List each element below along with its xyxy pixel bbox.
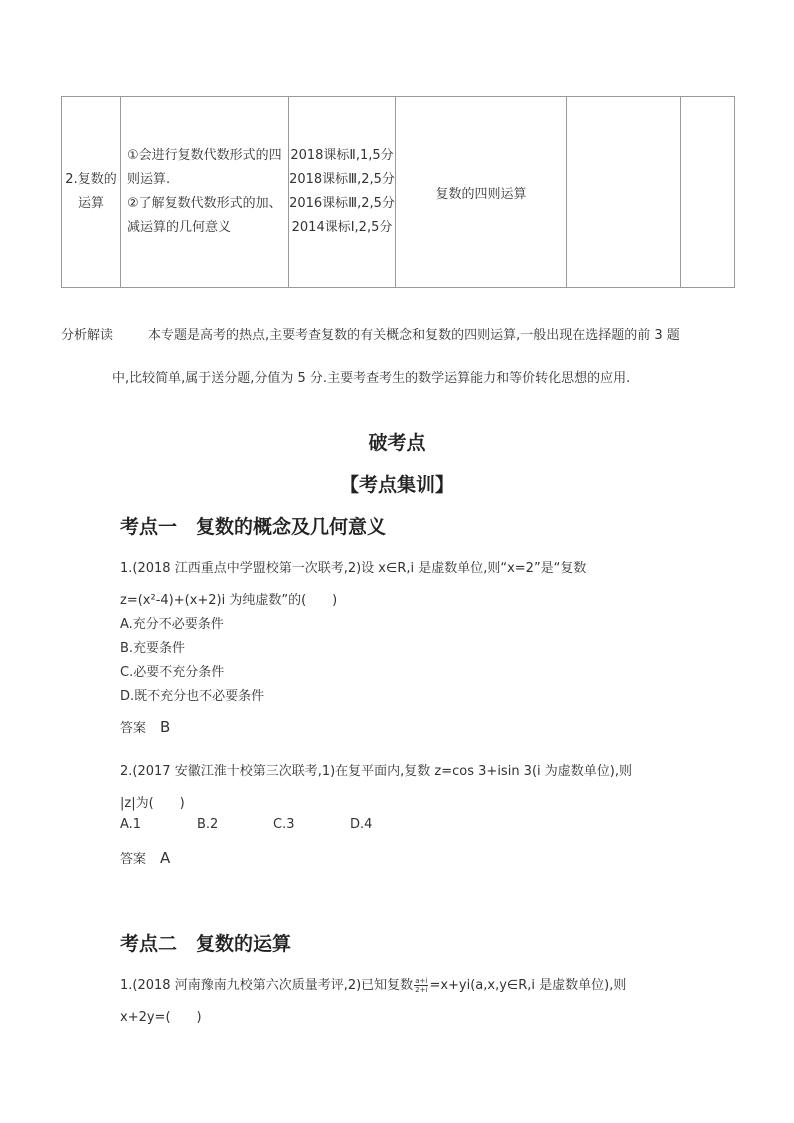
empty-cell (681, 97, 735, 288)
answer-label: 答案 (120, 721, 147, 736)
topic-cell (62, 97, 121, 288)
section-subtitle: 【考点集训】 (339, 474, 454, 496)
requirement-2: ②了解复数代数形式的加、减运算的几何意义 (127, 196, 282, 235)
p1-q1-option-a: A.充分不必要条件 (120, 617, 224, 632)
p1-q2-option-c: C.3 (273, 817, 295, 832)
topic-text: 2.复数的运算 (65, 172, 117, 211)
point2-title: 考点二 复数的运算 (120, 933, 292, 955)
p1-q1-line-1: 1.(2018 江西重点中学盟校第一次联考,2)设 x∈R,i 是虚数单位,则“x=2”是“复数 (120, 561, 587, 576)
empty-cell (567, 97, 681, 288)
section-title: 破考点 (368, 432, 426, 454)
p1-q2-option-a: A.1 (120, 817, 142, 832)
p1-q2-option-b: B.2 (197, 817, 219, 832)
exam-2: 2018课标Ⅲ,2,5分 (289, 172, 395, 187)
analysis-line-1: 本专题是高考的热点,主要考查复数的有关概念和复数的四则运算,一般出现在选择题的前 3 题 (148, 328, 680, 343)
exam-1: 2018课标Ⅱ,1,5分 (290, 148, 394, 163)
analysis-line-2: 中,比较简单,属于送分题,分值为 5 分.主要考查考生的数学运算能力和等价转化思想的应用. (112, 371, 631, 386)
exam-table (61, 96, 735, 288)
table-row (62, 97, 735, 288)
point1-title: 考点一 复数的概念及几何意义 (120, 516, 387, 538)
p1-q1-option-c: C.必要不充分条件 (120, 665, 225, 680)
p1-q2-answer (120, 848, 170, 867)
fraction (414, 977, 428, 994)
p2-q1-line-1 (120, 974, 626, 994)
p1-q2-line-2: |z|为( ) (120, 796, 185, 811)
requirement-1: ①会进行复数代数形式的四则运算. (127, 148, 282, 187)
p1-q1-answer (120, 717, 170, 736)
answer-value: B (160, 718, 171, 736)
p2-q1-line-2: x+2y=( ) (120, 1010, 202, 1025)
p1-q1-option-b: B.充要条件 (120, 641, 186, 656)
p1-q1-option-d: D.既不充分也不必要条件 (120, 689, 265, 704)
exam-4: 2014课标Ⅰ,2,5分 (291, 220, 393, 235)
analysis-label: 分析解读 (61, 328, 114, 343)
exam-3: 2016课标Ⅲ,2,5分 (289, 196, 395, 211)
fraction-denominator: 2+i (415, 986, 428, 994)
p2-q1-line-1-post: =x+yi(a,x,y∈R,i 是虚数单位),则 (429, 978, 627, 993)
answer-value: A (160, 849, 171, 867)
p1-q2-option-d: D.4 (350, 817, 373, 832)
content-cell: 复数的四则运算 (396, 97, 567, 288)
p1-q2-line-1: 2.(2017 安徽江淮十校第三次联考,1)在复平面内,复数 z=cos 3+isin 3(i 为虚数单位),则 (120, 764, 632, 779)
answer-label: 答案 (120, 852, 147, 867)
requirements-cell (121, 97, 289, 288)
exams-cell (289, 97, 396, 288)
p2-q1-line-1-pre: 1.(2018 河南豫南九校第六次质量考评,2)已知复数 (120, 978, 414, 993)
fraction-numerator: a+i (415, 977, 428, 985)
p1-q1-line-2: z=(x²-4)+(x+2)i 为纯虚数”的( ) (120, 593, 338, 608)
